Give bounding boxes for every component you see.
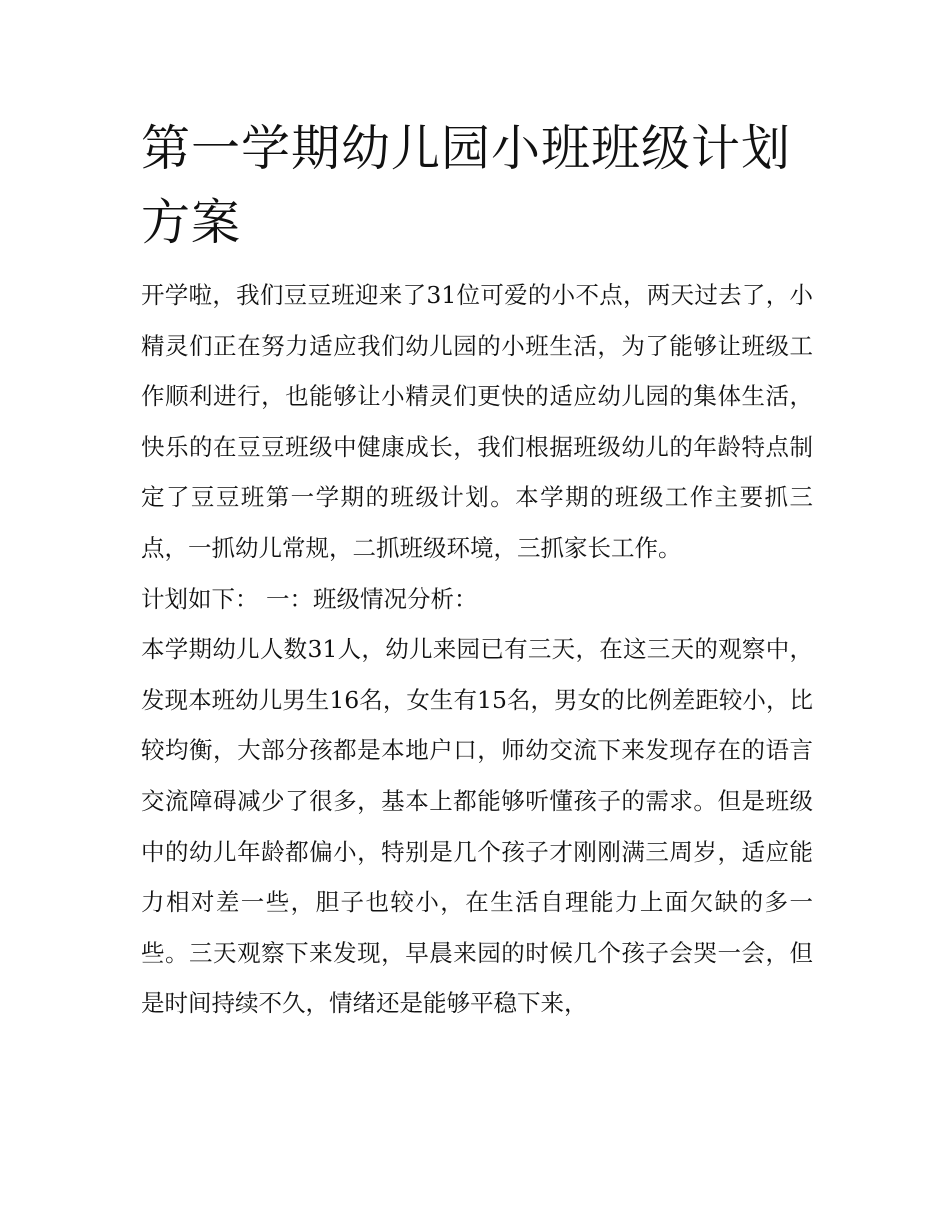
paragraph-plan-heading: 计划如下： 一：班级情况分析： [141, 584, 478, 613]
paragraph-class-analysis: 本学期幼儿人数31人，幼儿来园已有三天，在这三天的观察中，发现本班幼儿男生16名，女生有15名，男女的比例差距较小，比较均衡，大部分孩都是本地户口，师幼交流下来发现存在的语言交流障碍减少了很多，基本上都能够听懂孩子的需求。但是班级中的幼儿年龄都偏小，特别是几个孩子才刚刚满三周岁，适应能力相对差一些，胆子也较小，在生活自理能力上面欠缺的多一些。三天观察下来发现，早晨来园的时候几个孩子会哭一会，但是时间持续不久，情绪还是能够平稳下来， [141, 635, 813, 1018]
paragraph-intro: 开学啦，我们豆豆班迎来了31位可爱的小不点，两天过去了，小精灵们正在努力适应我们幼儿园的小班生活，为了能够让班级工作顺利进行，也能够让小精灵们更快的适应幼儿园的集体生活，快乐的在豆豆班级中健康成长，我们根据班级幼儿的年龄特点制定了豆豆班第一学期的班级计划。本学期的班级工作主要抓三点，一抓幼儿常规，二抓班级环境，三抓家长工作。 [141, 281, 813, 562]
document-page [141, 112, 813, 1029]
document-title: 第一学期幼儿园小班班级计划方案 [141, 120, 792, 251]
